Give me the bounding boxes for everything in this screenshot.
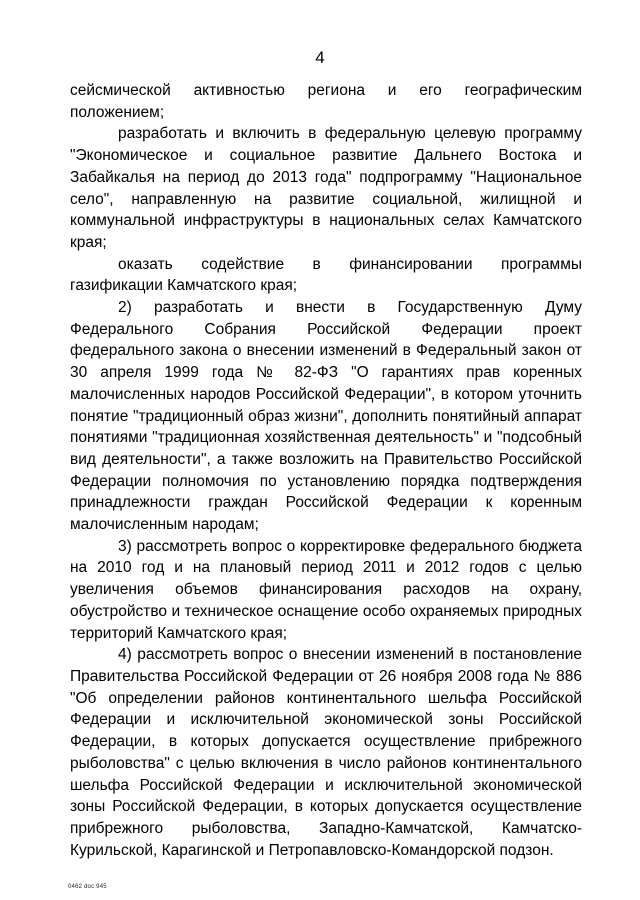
- paragraph-continuation: сейсмической активностью региона и его географическим положением;: [70, 82, 582, 121]
- document-body: [70, 80, 582, 861]
- paragraph-federal-program: разработать и включить в федеральную целевую программу "Экономическое и социальное развитие Дальнего Востока и Забайкалья на период до 2013 года" подпрограмму "Национальное село", направленную на развитие социальной, жилищной и коммунальной инфраструктуры в национальных селах Камчатского края;: [70, 125, 582, 251]
- paragraph-item-3: 3) рассмотреть вопрос о корректировке федерального бюджета на 2010 год и на плановый период 2011 и 2012 годов с целью увеличения объемов финансирования расходов на охрану, обустройство и техническое оснащение особо охраняемых природных территорий Камчатского края;: [70, 537, 582, 642]
- paragraph-item-2: 2) разработать и внести в Государственную Думу Федерального Собрания Российской Федерации проект федерального закона о внесении изменений в Федеральный закон от 30 апреля 1999 года № 82-ФЗ "О гарантиях прав коренных малочисленных народов Российской Федерации", в котором уточнить понятие "традиционный образ жизни", дополнить понятийный аппарат понятиями "традиционная хозяйственная деятельность" и "подсобный вид деятельности", а также возложить на Правительство Российской Федерации полномочия по установлению порядка подтверждения принадлежности граждан Российской Федерации к коренным малочисленным народам;: [70, 299, 582, 534]
- paragraph-gasification: оказать содействие в финансировании программы газификации Камчатского края;: [70, 255, 582, 295]
- paragraph-item-4: 4) рассмотреть вопрос о внесении изменений в постановление Правительства Российской Федерации от 26 ноября 2008 года № 886 "Об определении районов континентального шельфа Российской Федерации и исключительной экономической зоны Российской Федерации, в которых допускается осуществление прибрежного рыболовства" с целью включения в число районов континентального шельфа Российской Федерации и исключительной экономической зоны Российской Федерации, в которых допускается осуществление прибрежного рыболовства, Западно-Камчатской, Камчатско-Курильской, Карагинской и Петропавловско-Командорской подзон.: [70, 646, 582, 859]
- footer-document-code: 0462 doc 945: [68, 884, 107, 890]
- page-number: 4: [315, 48, 325, 67]
